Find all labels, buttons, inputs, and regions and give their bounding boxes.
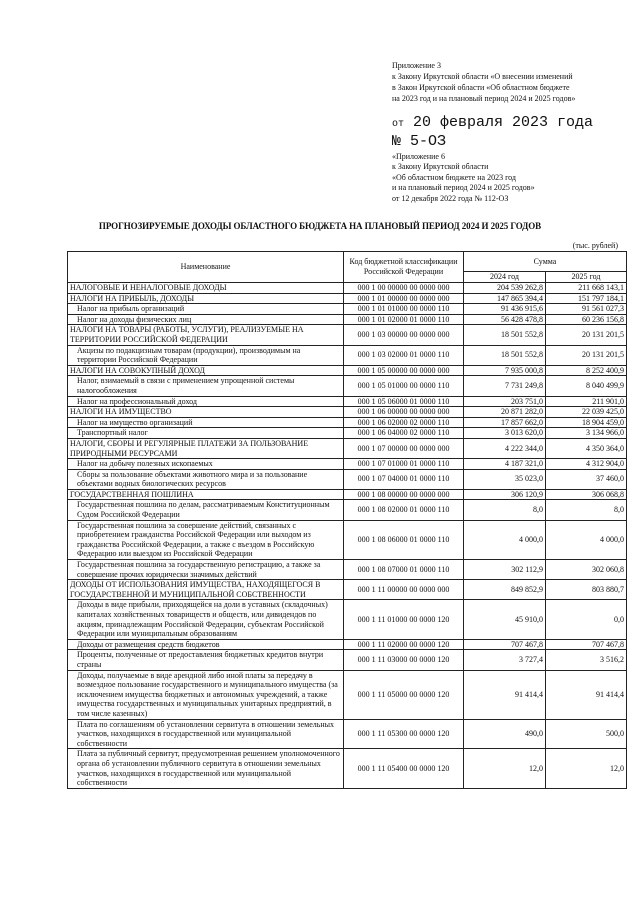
row-code: 000 1 01 00000 00 0000 000: [344, 293, 464, 304]
table-row: [68, 304, 627, 315]
table-row: [68, 500, 627, 520]
table-row: [68, 670, 627, 719]
row-value-2025: 211 668 143,1: [546, 283, 627, 294]
row-value-2024: 147 865 394,4: [464, 293, 546, 304]
table-row: [68, 650, 627, 670]
row-code: 000 1 11 03000 00 0000 120: [344, 650, 464, 670]
row-value-2025: 20 131 201,5: [546, 345, 627, 365]
row-value-2025: 37 460,0: [546, 469, 627, 489]
row-value-2025: 91 561 027,3: [546, 304, 627, 315]
row-value-2024: 20 871 282,0: [464, 407, 546, 418]
table-row: [68, 749, 627, 788]
row-code: 000 1 06 00000 00 0000 000: [344, 407, 464, 418]
row-name: ГОСУДАРСТВЕННАЯ ПОШЛИНА: [68, 489, 344, 500]
header-code: Код бюджетной классификации Российской Федерации: [344, 252, 464, 283]
table-row: [68, 489, 627, 500]
row-code: 000 1 08 02000 01 0000 110: [344, 500, 464, 520]
row-name: Плата за публичный сервитут, предусмотренная решением уполномоченного органа об установлении публичного сервитута в отношении земельных участков, находящихся в государственной или муниципальной собственности: [68, 749, 344, 788]
row-value-2024: 3 013 620,0: [464, 428, 546, 439]
row-name: Налог на прибыль организаций: [68, 304, 344, 315]
row-value-2024: 302 112,9: [464, 560, 546, 580]
law-date: [392, 114, 593, 133]
row-code: 000 1 11 02000 00 0000 120: [344, 639, 464, 650]
table-row: [68, 293, 627, 304]
row-code: 000 1 03 02000 01 0000 110: [344, 345, 464, 365]
row-name: Акцизы по подакцизным товарам (продукции), производимым на территории Российской Федерации: [68, 345, 344, 365]
row-value-2024: 4 187 321,0: [464, 459, 546, 470]
row-name: Плата по соглашениям об установлении сервитута в отношении земельных участков, находящихся в государственной или муниципальной собственности: [68, 719, 344, 749]
row-value-2025: 500,0: [546, 719, 627, 749]
row-name: Государственная пошлина за государственную регистрацию, а также за совершение прочих юридически значимых действий: [68, 560, 344, 580]
row-code: 000 1 11 05000 00 0000 120: [344, 670, 464, 719]
row-value-2024: 203 751,0: [464, 396, 546, 407]
row-name: Налог на имущество организаций: [68, 417, 344, 428]
row-name: Транспортный налог: [68, 428, 344, 439]
row-code: 000 1 11 01000 00 0000 120: [344, 600, 464, 639]
row-name: Налог на добычу полезных ископаемых: [68, 459, 344, 470]
appendix-line: «Об областном бюджете на 2023 год: [392, 172, 516, 182]
original-appendix-header: [392, 152, 632, 204]
row-value-2024: 4 000,0: [464, 520, 546, 559]
table-row: [68, 520, 627, 559]
law-number: № 5-ОЗ: [392, 133, 447, 150]
row-name: Государственная пошлина за совершение действий, связанных с приобретением гражданства Российской Федерации или выходом из гражданства Российской Федерации, а также с въездом в Российскую Федерацию или выездом из Российской Федерации: [68, 520, 344, 559]
row-code: 000 1 08 06000 01 0000 110: [344, 520, 464, 559]
table-row: [68, 469, 627, 489]
table-row: [68, 719, 627, 749]
appendix-line: Приложение 3: [392, 61, 441, 70]
row-name: НАЛОГИ, СБОРЫ И РЕГУЛЯРНЫЕ ПЛАТЕЖИ ЗА ПОЛЬЗОВАНИЕ ПРИРОДНЫМИ РЕСУРСАМИ: [68, 438, 344, 458]
row-name: Налог на профессиональный доход: [68, 396, 344, 407]
row-value-2024: 91 436 915,6: [464, 304, 546, 315]
units-label: (тыс. рублей): [572, 241, 618, 250]
row-name: Проценты, полученные от предоставления бюджетных кредитов внутри страны: [68, 650, 344, 670]
row-code: 000 1 03 00000 00 0000 000: [344, 325, 464, 345]
row-code: 000 1 06 04000 02 0000 110: [344, 428, 464, 439]
row-value-2024: 56 428 478,8: [464, 314, 546, 325]
date-value: 20 февраля 2023 года: [413, 114, 594, 131]
row-code: 000 1 07 01000 01 0000 110: [344, 459, 464, 470]
row-value-2024: 306 120,9: [464, 489, 546, 500]
document-title: ПРОГНОЗИРУЕМЫЕ ДОХОДЫ ОБЛАСТНОГО БЮДЖЕТА НА ПЛАНОВЫЙ ПЕРИОД 2024 И 2025 ГОДОВ: [98, 221, 542, 231]
row-value-2025: 60 236 156,8: [546, 314, 627, 325]
row-value-2025: 3 134 966,0: [546, 428, 627, 439]
table-body: [68, 283, 627, 789]
appendix-line: в Закон Иркутской области «Об областном бюджете: [392, 83, 570, 92]
row-value-2025: 91 414,4: [546, 670, 627, 719]
row-code: 000 1 11 05300 00 0000 120: [344, 719, 464, 749]
table-row: [68, 600, 627, 639]
row-value-2025: 151 797 184,1: [546, 293, 627, 304]
row-name: ДОХОДЫ ОТ ИСПОЛЬЗОВАНИЯ ИМУЩЕСТВА, НАХОДЯЩЕГОСЯ В ГОСУДАРСТВЕННОЙ И МУНИЦИПАЛЬНОЙ СОБСТВЕННОСТИ: [68, 580, 344, 600]
appendix-line: на 2023 год и на плановый период 2024 и 2025 годов»: [392, 94, 576, 103]
row-value-2025: 12,0: [546, 749, 627, 788]
appendix-line: от 12 декабря 2022 года № 112-ОЗ: [392, 193, 509, 203]
row-value-2024: 18 501 552,8: [464, 325, 546, 345]
row-value-2025: 302 060,8: [546, 560, 627, 580]
header-2024: 2024 год: [464, 272, 546, 283]
row-code: 000 1 06 02000 02 0000 110: [344, 417, 464, 428]
law-date-block: [392, 114, 593, 150]
revenue-table: [67, 251, 627, 789]
row-value-2024: 3 727,4: [464, 650, 546, 670]
row-value-2024: 12,0: [464, 749, 546, 788]
row-value-2025: 4 350 364,0: [546, 438, 627, 458]
row-value-2025: 8 252 400,9: [546, 365, 627, 376]
date-prefix: от: [392, 119, 405, 130]
table-row: [68, 365, 627, 376]
table-row: [68, 376, 627, 396]
row-value-2024: 7 935 000,8: [464, 365, 546, 376]
appendix-header: [392, 60, 627, 104]
row-value-2025: 211 901,0: [546, 396, 627, 407]
row-code: 000 1 01 02000 01 0000 110: [344, 314, 464, 325]
table-row: [68, 560, 627, 580]
table-row: [68, 314, 627, 325]
table-row: [68, 459, 627, 470]
table-row: [68, 639, 627, 650]
row-code: 000 1 01 01000 00 0000 110: [344, 304, 464, 315]
row-value-2024: 204 539 262,8: [464, 283, 546, 294]
appendix-line: и на плановый период 2024 и 2025 годов»: [392, 183, 535, 193]
header-2025: 2025 год: [546, 272, 627, 283]
row-code: 000 1 08 07000 01 0000 110: [344, 560, 464, 580]
appendix-line: к Закону Иркутской области: [392, 162, 489, 172]
row-name: НАЛОГИ НА СОВОКУПНЫЙ ДОХОД: [68, 365, 344, 376]
table-row: [68, 283, 627, 294]
row-name: Государственная пошлина по делам, рассматриваемым Конституционным Судом Российской Федерации: [68, 500, 344, 520]
row-name: Доходы в виде прибыли, приходящейся на доли в уставных (складочных) капиталах хозяйственных товариществ и обществ, или дивидендов по акциям, принадлежащим Российской Федерации, субъектам Российской Федерации или муниципальным образованиям: [68, 600, 344, 639]
row-value-2025: 803 880,7: [546, 580, 627, 600]
row-value-2024: 91 414,4: [464, 670, 546, 719]
row-name: Доходы от размещения средств бюджетов: [68, 639, 344, 650]
table-row: [68, 396, 627, 407]
row-value-2025: 3 516,2: [546, 650, 627, 670]
table-row: [68, 438, 627, 458]
appendix-line: «Приложение 6: [392, 152, 445, 161]
row-value-2025: 22 039 425,0: [546, 407, 627, 418]
row-value-2024: 4 222 344,0: [464, 438, 546, 458]
row-name: Налог, взимаемый в связи с применением упрощенной системы налогообложения: [68, 376, 344, 396]
row-value-2024: 707 467,8: [464, 639, 546, 650]
header-name: Наименование: [68, 252, 344, 283]
row-name: Доходы, получаемые в виде арендной либо иной платы за передачу в возмездное пользование государственного и муниципального имущества (за исключением имущества бюджетных и автономных учреждений, а также имущества государственных и муниципальных унитарных предприятий, в том числе казенных): [68, 670, 344, 719]
row-value-2024: 8,0: [464, 500, 546, 520]
row-value-2024: 849 852,9: [464, 580, 546, 600]
row-code: 000 1 11 00000 00 0000 000: [344, 580, 464, 600]
row-code: 000 1 05 06000 01 0000 110: [344, 396, 464, 407]
row-name: Налог на доходы физических лиц: [68, 314, 344, 325]
table-row: [68, 428, 627, 439]
row-value-2025: 0,0: [546, 600, 627, 639]
row-value-2024: 18 501 552,8: [464, 345, 546, 365]
row-name: Сборы за пользование объектами животного мира и за пользование объектами водных биологических ресурсов: [68, 469, 344, 489]
appendix-line: к Закону Иркутской области «О внесении изменений: [392, 72, 573, 81]
row-value-2025: 4 312 904,0: [546, 459, 627, 470]
row-value-2024: 45 910,0: [464, 600, 546, 639]
row-name: НАЛОГИ НА ПРИБЫЛЬ, ДОХОДЫ: [68, 293, 344, 304]
row-code: 000 1 07 00000 00 0000 000: [344, 438, 464, 458]
header-sum: Сумма: [464, 252, 627, 272]
row-value-2025: 306 068,8: [546, 489, 627, 500]
table-row: [68, 325, 627, 345]
table-row: [68, 580, 627, 600]
row-code: 000 1 00 00000 00 0000 000: [344, 283, 464, 294]
table-row: [68, 407, 627, 418]
row-value-2024: 7 731 249,8: [464, 376, 546, 396]
row-code: 000 1 05 00000 00 0000 000: [344, 365, 464, 376]
row-value-2024: 17 857 662,0: [464, 417, 546, 428]
row-name: НАЛОГИ НА ТОВАРЫ (РАБОТЫ, УСЛУГИ), РЕАЛИЗУЕМЫЕ НА ТЕРРИТОРИИ РОССИЙСКОЙ ФЕДЕРАЦИИ: [68, 325, 344, 345]
row-value-2025: 8,0: [546, 500, 627, 520]
row-value-2025: 707 467,8: [546, 639, 627, 650]
row-value-2024: 35 023,0: [464, 469, 546, 489]
table-row: [68, 345, 627, 365]
row-name: НАЛОГИ НА ИМУЩЕСТВО: [68, 407, 344, 418]
row-value-2025: 8 040 499,9: [546, 376, 627, 396]
row-value-2025: 20 131 201,5: [546, 325, 627, 345]
row-code: 000 1 05 01000 00 0000 110: [344, 376, 464, 396]
row-value-2025: 18 904 459,0: [546, 417, 627, 428]
row-value-2024: 490,0: [464, 719, 546, 749]
row-code: 000 1 07 04000 01 0000 110: [344, 469, 464, 489]
table-row: [68, 417, 627, 428]
row-value-2025: 4 000,0: [546, 520, 627, 559]
row-code: 000 1 08 00000 00 0000 000: [344, 489, 464, 500]
row-name: НАЛОГОВЫЕ И НЕНАЛОГОВЫЕ ДОХОДЫ: [68, 283, 344, 294]
row-code: 000 1 11 05400 00 0000 120: [344, 749, 464, 788]
